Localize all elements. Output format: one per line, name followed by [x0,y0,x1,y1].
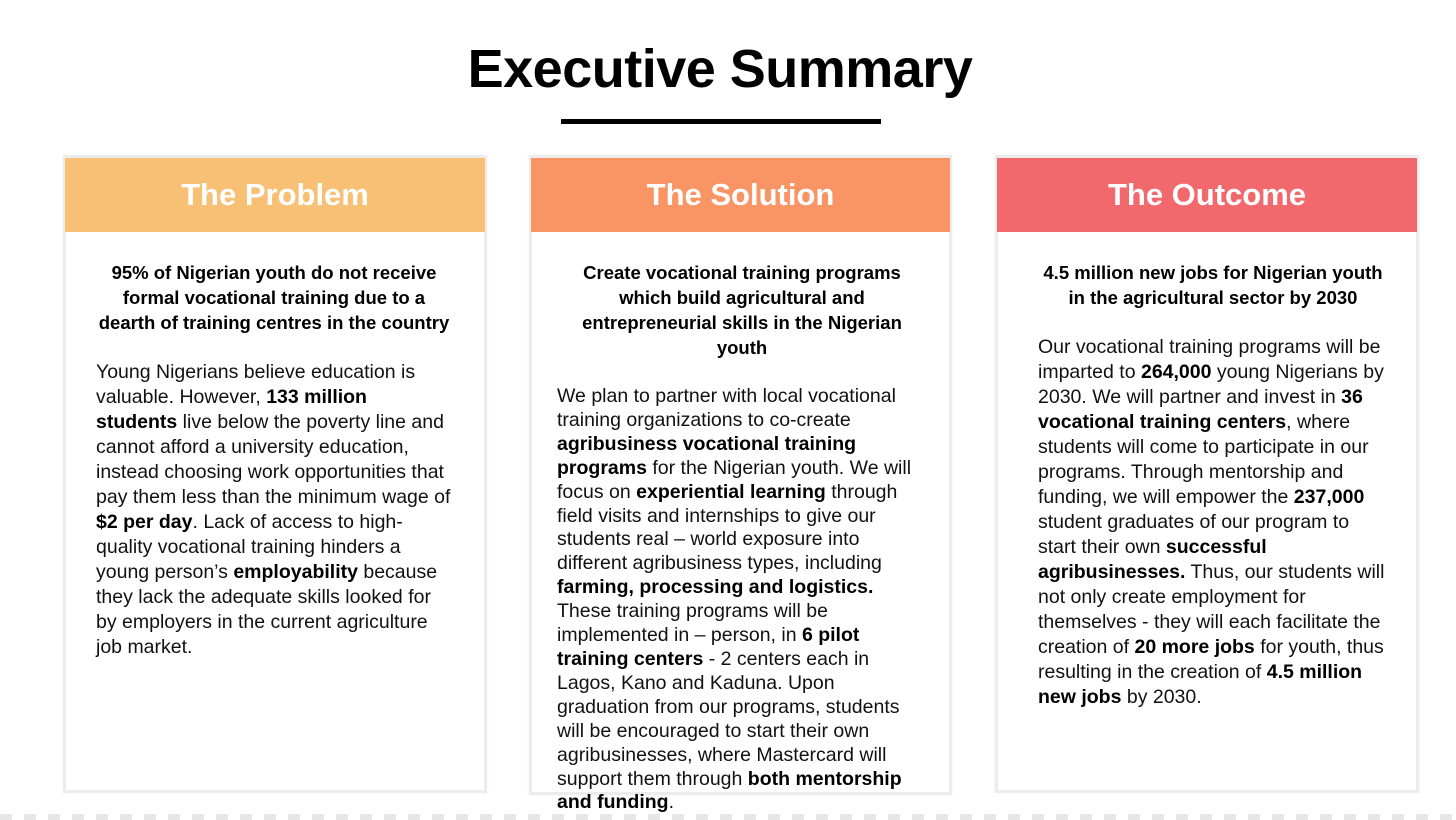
outcome-text-3: , where students will come to participate in our programs. Through mentorship and funding, we will empower the [1038,411,1369,508]
outcome-card-body [1038,260,1388,710]
solution-text-2: for the Nigerian youth. We will focus on [557,456,912,503]
problem-text-3: . Lack of access to high-quality vocational training hinders a young person’s [96,511,403,583]
outcome-headline: 4.5 million new jobs for Nigerian youth in the agricultural sector by 2030 [1043,262,1383,308]
outcome-text-2: young Nigerians by 2030. We will partner and invest in [1038,361,1384,408]
problem-card-body [96,260,452,660]
outcome-paragraph [1038,335,1388,710]
problem-highlight-students: 133 million students [96,386,367,433]
page-title: Executive Summary [467,39,973,99]
outcome-text-7: by 2030. [1121,686,1202,708]
problem-paragraph [96,360,452,660]
solution-text-5: - 2 centers each in Lagos, Kano and Kaduna. Upon graduation from our programs, students will be encouraged to start their own agribusinesses, where Mastercard will support them through [557,647,900,790]
problem-card-header [65,158,485,232]
outcome-highlight-264000: 264,000 [1140,361,1212,383]
problem-text-1: Young Nigerians believe education is valuable. However, [96,361,416,408]
solution-text-4: These training programs will be implemented in – person, in [557,600,828,647]
outcome-card [995,155,1419,793]
outcome-text-1: Our vocational training programs will be imparted to [1038,336,1381,383]
outcome-highlight-million: 4.5 million new jobs [1038,661,1363,708]
outcome-text-4: student graduates of our program to start their own [1038,511,1350,558]
solution-headline: Create vocational training programs which build agricultural and entrepreneurial skills in the Nigerian youth [582,262,902,358]
solution-text-3: through field visits and internships to give our students real – world exposure into different agribusiness types, including [557,480,898,575]
problem-highlight-wage: $2 per day [96,511,193,533]
bottom-dashed-divider [0,814,1456,820]
problem-headline: 95% of Nigerian youth do not receive formal vocational training due to a dearth of training centres in the country [98,262,450,333]
problem-highlight-employability: employability [233,561,358,583]
solution-card-body [557,260,927,815]
solution-highlight-programs: agribusiness vocational training programs [557,432,857,479]
problem-text-4: because they lack the adequate skills looked for by employers in the current agriculture job market. [96,561,438,658]
solution-text-1: We plan to partner with local vocational training organizations to co-create [557,385,896,431]
solution-highlight-centers: 6 pilot training centers [557,624,860,670]
problem-card-title: The Problem [181,177,369,212]
solution-card-title: The Solution [646,177,835,212]
outcome-text-5: Thus, our students will not only create employment for themselves - they will each facilitate the creation of [1038,561,1385,658]
solution-highlight-types: farming, processing and logistics. [557,576,874,599]
solution-card [529,155,952,814]
outcome-card-header [997,158,1417,232]
solution-highlight-learning: experiential learning [636,480,826,503]
problem-text-2: live below the poverty line and cannot afford a university education, instead choosing work opportunities that pay them less than the minimum wage of [96,411,451,508]
outcome-card-title: The Outcome [1107,177,1307,212]
outcome-highlight-jobs: 20 more jobs [1134,636,1255,658]
outcome-text-6: for youth, thus resulting in the creation of [1038,636,1384,683]
solution-highlight-support: both mentorship and funding [557,767,902,814]
title-underline [561,119,881,124]
outcome-highlight-agribusinesses: successful agribusinesses. [1038,536,1267,583]
problem-card [63,155,487,793]
solution-text-6: . [668,791,674,814]
outcome-highlight-centers: 36 vocational training centers [1038,386,1363,433]
solution-paragraph [557,385,927,815]
outcome-highlight-237000: 237,000 [1293,486,1365,508]
solution-card-header [531,158,950,232]
